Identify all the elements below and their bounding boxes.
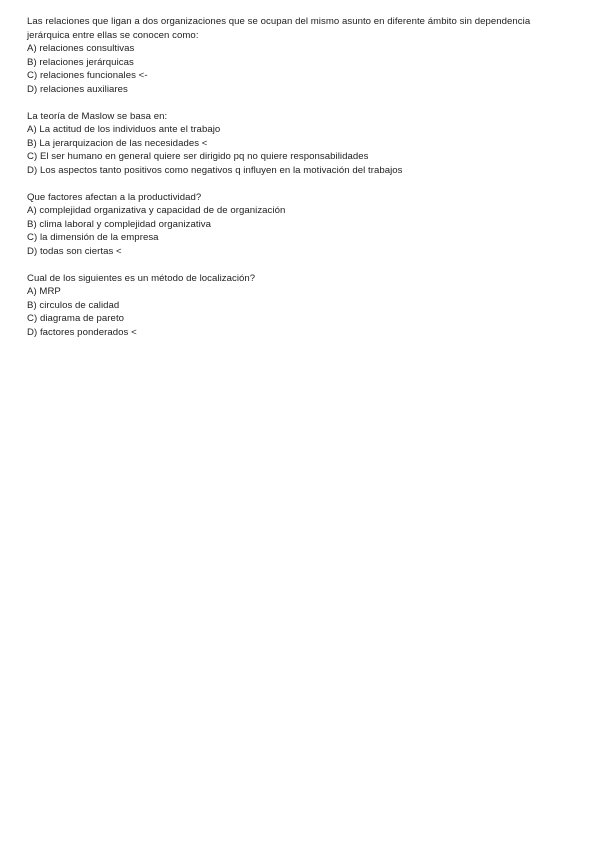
answer-option: C) relaciones funcionales <- (27, 70, 148, 81)
answer-option: D) relaciones auxiliares (27, 83, 128, 95)
answer-option: D) Los aspectos tanto positivos como negativos q influyen en la motivación del trabajos (27, 164, 403, 176)
question-text: La teoría de Maslow se basa en: (27, 110, 168, 122)
answer-option: D) todas son ciertas < (27, 245, 122, 257)
question-text: Cual de los siguientes es un método de localización? (27, 272, 256, 284)
question-stem (27, 191, 572, 205)
question-stem (27, 272, 572, 286)
question-1 (27, 15, 572, 96)
answer-option: D) factores ponderados < (27, 326, 137, 338)
answer-option: A) relaciones consultivas (27, 43, 135, 54)
question-4 (27, 272, 572, 340)
answer-option: A) MRP (27, 286, 61, 297)
question-text: Las relaciones que ligan a dos organizaciones que se ocupan del mismo asunto en diferente ámbito sin dependencia jerárquica entre ellas se conocen como: (27, 16, 531, 41)
question-stem (27, 110, 572, 124)
question-3 (27, 191, 572, 259)
answer-option: C) diagrama de pareto (27, 313, 125, 324)
question-stem (27, 15, 572, 42)
answer-option: B) La jerarquizacion de las necesidades < (27, 137, 208, 149)
answer-option: B) clima laboral y complejidad organizativa (27, 218, 211, 230)
answer-option: C) la dimensión de la empresa (27, 232, 159, 243)
question-text: Que factores afectan a la productividad? (27, 191, 202, 203)
question-2 (27, 110, 572, 178)
answer-option: A) complejidad organizativa y capacidad de de organización (27, 205, 286, 216)
answer-option: A) La actitud de los individuos ante el trabajo (27, 124, 221, 135)
answer-option: B) relaciones jerárquicas (27, 56, 134, 68)
answer-option: C) El ser humano en general quiere ser dirigido pq no quiere responsabilidades (27, 151, 369, 162)
answer-option: B) circulos de calidad (27, 299, 120, 311)
